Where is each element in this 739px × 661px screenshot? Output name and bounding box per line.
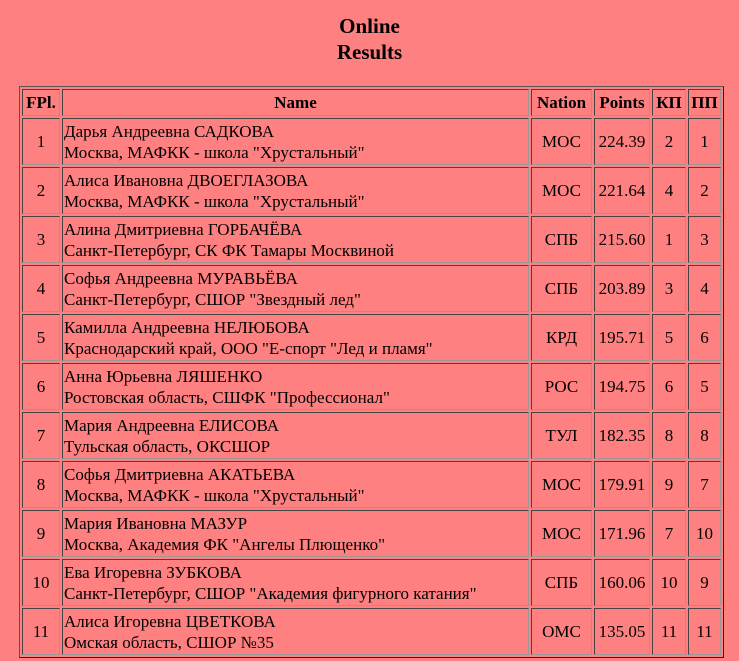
results-table (19, 86, 724, 658)
skater-cell (62, 167, 529, 214)
nation-cell: СПБ (531, 265, 592, 312)
skater-club: Краснодарский край, ООО "Е-спорт "Лед и пламя" (64, 338, 433, 358)
skater-name: Ева Игоревна ЗУБКОВА (64, 562, 242, 582)
skater-club: Москва, МАФКК - школа "Хрустальный" (64, 485, 365, 505)
skater-cell (62, 412, 529, 459)
kp-cell: 2 (652, 118, 686, 165)
place-cell: 6 (22, 363, 60, 410)
table-row (22, 167, 721, 214)
pp-cell: 2 (688, 167, 721, 214)
skater-club: Санкт-Петербург, СК ФК Тамары Москвиной (64, 240, 395, 260)
skater-club: Москва, МАФКК - школа "Хрустальный" (64, 191, 365, 211)
place-cell: 10 (22, 559, 60, 606)
pp-cell: 3 (688, 216, 721, 263)
pp-cell: 8 (688, 412, 721, 459)
kp-cell: 3 (652, 265, 686, 312)
kp-cell: 4 (652, 167, 686, 214)
table-row (22, 314, 721, 361)
table-row (22, 118, 721, 165)
table-row (22, 265, 721, 312)
skater-cell (62, 314, 529, 361)
kp-cell: 8 (652, 412, 686, 459)
header-kp: КП (652, 89, 686, 116)
skater-name: Мария Ивановна МАЗУР (64, 513, 248, 533)
skater-club: Санкт-Петербург, СШОР "Звездный лед" (64, 289, 361, 309)
skater-name: Дарья Андреевна САДКОВА (64, 121, 275, 141)
place-cell: 9 (22, 510, 60, 557)
points-cell: 194.75 (594, 363, 650, 410)
pp-cell: 4 (688, 265, 721, 312)
results-body (22, 118, 721, 655)
page-title (0, 13, 739, 65)
place-cell: 4 (22, 265, 60, 312)
kp-cell: 5 (652, 314, 686, 361)
header-nation: Nation (531, 89, 592, 116)
table-row (22, 608, 721, 655)
title-line-online: Online (339, 14, 400, 38)
points-cell: 135.05 (594, 608, 650, 655)
points-cell: 160.06 (594, 559, 650, 606)
skater-name: Алиса Ивановна ДВОЕГЛАЗОВА (64, 170, 309, 190)
points-cell: 215.60 (594, 216, 650, 263)
skater-name: Анна Юрьевна ЛЯШЕНКО (64, 366, 263, 386)
header-points: Points (594, 89, 650, 116)
nation-cell: РОС (531, 363, 592, 410)
kp-cell: 10 (652, 559, 686, 606)
skater-name: Камилла Андреевна НЕЛЮБОВА (64, 317, 310, 337)
skater-cell (62, 461, 529, 508)
nation-cell: ТУЛ (531, 412, 592, 459)
kp-cell: 6 (652, 363, 686, 410)
points-cell: 182.35 (594, 412, 650, 459)
place-cell: 11 (22, 608, 60, 655)
pp-cell: 7 (688, 461, 721, 508)
points-cell: 221.64 (594, 167, 650, 214)
nation-cell: МОС (531, 167, 592, 214)
skater-cell (62, 265, 529, 312)
skater-cell (62, 118, 529, 165)
nation-cell: КРД (531, 314, 592, 361)
skater-club: Москва, МАФКК - школа "Хрустальный" (64, 142, 365, 162)
skater-cell (62, 559, 529, 606)
place-cell: 8 (22, 461, 60, 508)
kp-cell: 7 (652, 510, 686, 557)
points-cell: 224.39 (594, 118, 650, 165)
skater-name: Софья Дмитриевна АКАТЬЕВА (64, 464, 296, 484)
skater-cell (62, 216, 529, 263)
skater-name: Софья Андреевна МУРАВЬЁВА (64, 268, 298, 288)
skater-club: Омская область, СШОР №35 (64, 632, 274, 652)
place-cell: 1 (22, 118, 60, 165)
skater-club: Тульская область, ОКСШОР (64, 436, 271, 456)
table-row (22, 412, 721, 459)
points-cell: 195.71 (594, 314, 650, 361)
nation-cell: ОМС (531, 608, 592, 655)
header-row (22, 89, 721, 116)
header-fpl: FPl. (22, 89, 60, 116)
pp-cell: 11 (688, 608, 721, 655)
table-row (22, 510, 721, 557)
skater-cell (62, 510, 529, 557)
pp-cell: 6 (688, 314, 721, 361)
nation-cell: МОС (531, 510, 592, 557)
pp-cell: 1 (688, 118, 721, 165)
table-row (22, 363, 721, 410)
table-row (22, 559, 721, 606)
skater-name: Алина Дмитриевна ГОРБАЧЁВА (64, 219, 303, 239)
skater-name: Алиса Игоревна ЦВЕТКОВА (64, 611, 276, 631)
skater-cell (62, 608, 529, 655)
pp-cell: 9 (688, 559, 721, 606)
nation-cell: МОС (531, 118, 592, 165)
points-cell: 171.96 (594, 510, 650, 557)
kp-cell: 11 (652, 608, 686, 655)
kp-cell: 1 (652, 216, 686, 263)
header-name: Name (62, 89, 529, 116)
nation-cell: МОС (531, 461, 592, 508)
skater-name: Мария Андреевна ЕЛИСОВА (64, 415, 279, 435)
kp-cell: 9 (652, 461, 686, 508)
points-cell: 203.89 (594, 265, 650, 312)
header-pp: ПП (688, 89, 721, 116)
skater-club: Санкт-Петербург, СШОР "Академия фигурного катания" (64, 583, 477, 603)
place-cell: 7 (22, 412, 60, 459)
place-cell: 3 (22, 216, 60, 263)
pp-cell: 10 (688, 510, 721, 557)
title-line-results: Results (336, 40, 403, 64)
nation-cell: СПБ (531, 216, 592, 263)
place-cell: 2 (22, 167, 60, 214)
nation-cell: СПБ (531, 559, 592, 606)
table-row (22, 461, 721, 508)
points-cell: 179.91 (594, 461, 650, 508)
skater-club: Ростовская область, СШФК "Профессионал" (64, 387, 390, 407)
skater-club: Москва, Академия ФК "Ангелы Плющенко" (64, 534, 386, 554)
table-row (22, 216, 721, 263)
pp-cell: 5 (688, 363, 721, 410)
place-cell: 5 (22, 314, 60, 361)
skater-cell (62, 363, 529, 410)
